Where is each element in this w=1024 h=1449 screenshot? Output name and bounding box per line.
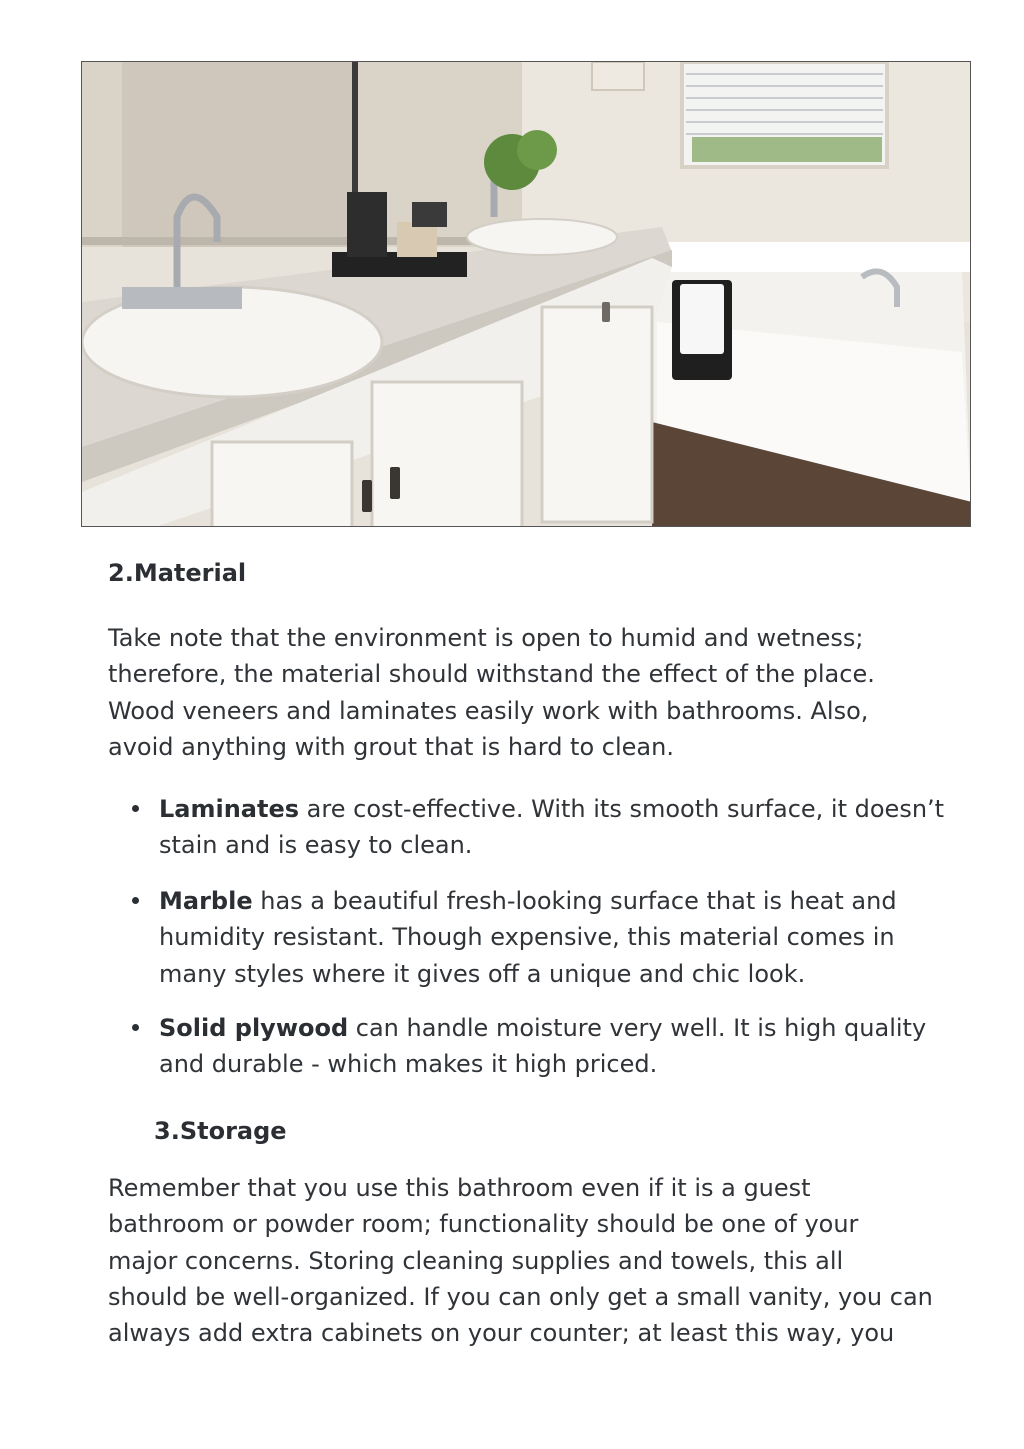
bullet-term: Marble: [159, 887, 253, 915]
bullet-icon: [132, 897, 139, 904]
bathroom-vanity-photo: [81, 61, 971, 527]
section-heading-material: 2.Material: [108, 559, 247, 587]
material-paragraph: Take note that the environment is open to humid and wetness; therefore, the material should withstand the effect of the place. Wood veneers and laminates easily work with bathrooms. Also, avoid anything with grout that is hard to clean.: [108, 624, 875, 761]
bullet-term: Laminates: [159, 795, 300, 823]
bullet-text: can handle moisture very well. It is high quality and durable - which makes it high priced.: [159, 1014, 927, 1079]
bullet-icon: [132, 1024, 139, 1031]
storage-paragraph: Remember that you use this bathroom even if it is a guest bathroom or powder room; functionality should be one of your major concerns. Storing cleaning supplies and towels, this all should be well-organized. If you can only get a small vanity, you can always add extra cabinets on your counter; at least this way, you: [108, 1174, 933, 1348]
bullet-icon: [132, 805, 139, 812]
section-heading-storage: 3.Storage: [154, 1117, 287, 1145]
bullet-term: Solid plywood: [159, 1014, 349, 1042]
bullet-text: are cost-effective. With its smooth surface, it doesn’t stain and is easy to clean.: [159, 795, 945, 860]
bullet-text: has a beautiful fresh-looking surface that is heat and humidity resistant. Though expensive, this material comes in many styles where it gives off a unique and chic look.: [159, 887, 897, 988]
